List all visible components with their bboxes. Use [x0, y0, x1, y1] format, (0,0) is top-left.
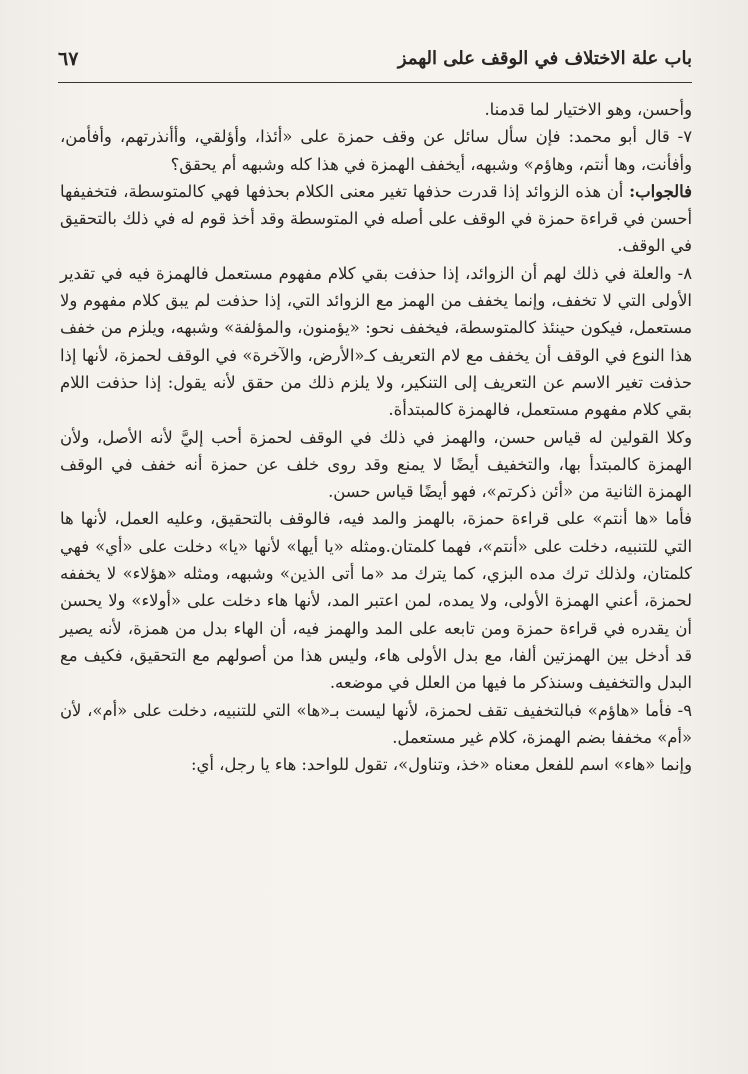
paragraph — [60, 96, 692, 123]
paragraph-text: فأما «ها أنتم» على قراءة حمزة، بالهمز والمد فيه، فالوقف بالتحقيق، وعليه العمل، لأنها ها التي للتنبيه، دخلت على «أنتم»، فهما كلمتان.ومثله «يا أيها» لأنها «يا» دخلت على «أي» فهي كلمتان، ولذلك ترك مده البزي، كما يترك مد «ما أتى الذين» وشبهه، ومثله «هؤلاء» لا يخففه لحمزة، أعني الهمزة الأولى، ولا يمده، لمن اعتبر المد، لأنها هاء دخلت على «أولاء» ولا يحسن أن يقدره في قراءة حمزة ومن تابعه على المد والهمز فيه، أن الهاء بدل من همزة، لأنه يصير قد أدخل بين الهمزتين ألفا، مع بدل الأولى هاء، وليس هذا من أصولهم مع التحقيق، فكيف مع البدل والتخفيف وسنذكر ما فيها من العلل في موضعه. — [60, 509, 692, 693]
paragraph — [60, 751, 692, 778]
paragraph — [60, 123, 692, 178]
paragraph-text: وكلا القولين له قياس حسن، والهمز في ذلك في الوقف لحمزة أحب إليَّ لأنه الأصل، ولأن الهمزة كالمبتدأ بها، والتخفيف أيضًا لا يمنع وقد روى خلف عن حمزة أنه خفف في الوقف الهمزة الثانية من «أئن ذكرتم»، فهو أيضًا قياس حسن. — [60, 427, 692, 502]
paragraph — [60, 505, 692, 696]
paragraph — [60, 178, 692, 260]
running-title: باب علة الاختلاف في الوقف على الهمز — [397, 48, 692, 69]
page-body — [60, 96, 692, 778]
paragraph-lead: فالجواب: — [629, 181, 692, 201]
paragraph — [60, 697, 692, 752]
paragraph-text: وإنما «هاء» اسم للفعل معناه «خذ، وتناول»، تقول للواحد: هاء يا رجل، أي: — [191, 755, 692, 775]
header-divider — [58, 82, 692, 83]
paragraph-text: ٨- والعلة في ذلك لهم أن الزوائد، إذا حذفت بقي كلام مفهوم مستعمل فالهمزة فيه في تقدير الأولى التي لا تخفف، وإنما يخفف من الهمز مع الزوائد التي، إذا حذفت لم يبق كلام مفهوم ولا مستعمل، فيكون حينئذ كالمتوسطة، فيخفف نحو: «يؤمنون، والمؤلفة» وشبهه، ويلزم من خفف هذا النوع في الوقف أن يخفف مع لام التعريف كـ«الأرض، والآخرة» في الوقف لحمزة، لأنها إذا حذفت تغير الاسم عن التعريف إلى التنكير، ولا يلزم ذلك من حقق لأنه يقول: إذا حذفت اللام بقي كلام مفهوم مستعمل، فالهمزة كالمبتدأة. — [60, 263, 692, 420]
paragraph — [60, 424, 692, 506]
paragraph-text: وأحسن، وهو الاختيار لما قدمنا. — [484, 100, 692, 119]
page-number: ٦٧ — [58, 48, 79, 70]
paragraph-text: ٩- فأما «هاؤم» فبالتخفيف تقف لحمزة، لأنها ليست بـ«ها» التي للتنبيه، دخلت على «أم»، لأن «أم» مخففا بضم الهمزة، كلام غير مستعمل. — [60, 700, 692, 747]
paragraph — [60, 260, 692, 424]
page-header — [58, 46, 692, 82]
paragraph-text: ٧- قال أبو محمد: فإن سأل سائل عن وقف حمزة على «أئذا، وأؤلقي، وأأنذرتهم، وأفأمن، وأفأنت، وها أنتم، وهاؤم» وشبهه، أيخفف الهمزة في هذا كله وشبهه أم يحقق؟ — [60, 127, 692, 174]
paragraph-text: أن هذه الزوائد إذا قدرت حذفها تغير معنى الكلام بحذفها فهي كالمتوسطة، فتخفيفها أحسن في قراءة حمزة في الوقف على أصله في المتوسطة وقد أخذ قوم له في ذلك بالتحقيق في الوقف. — [60, 181, 692, 256]
